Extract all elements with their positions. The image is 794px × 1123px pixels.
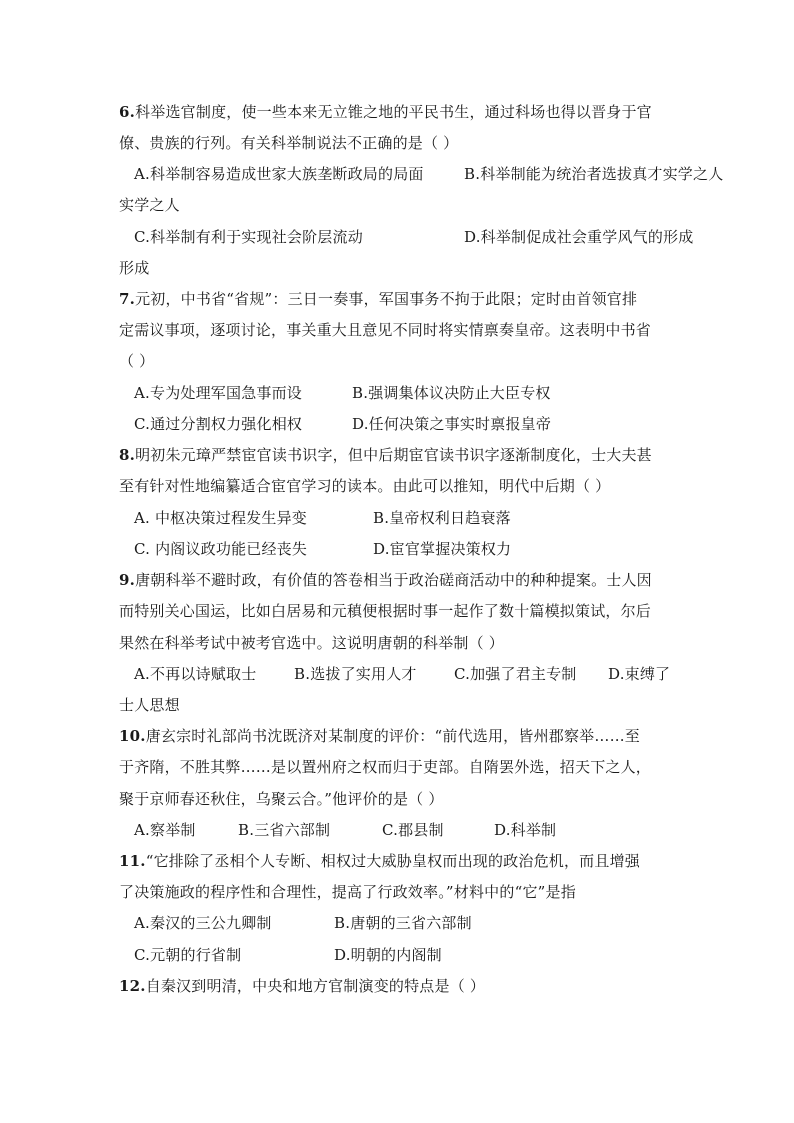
q10-option-b: B.三省六部制 xyxy=(238,821,331,839)
q9-line-1 xyxy=(119,570,679,590)
q8-option-b: B.皇帝权利日趋衰落 xyxy=(373,509,511,527)
q12-stem-1: 自秦汉到明清，中央和地方官制演变的特点是（ ） xyxy=(145,977,486,995)
q9-stem-2: 而特别关心国运，比如白居易和元稹便根据时事一起作了数十篇模拟策试，尔后 xyxy=(119,602,652,620)
q11-stem-2: 了决策施政的程序性和合理性，提高了行政效率。”材料中的“它”是指 xyxy=(119,883,576,901)
q7-option-a: A.专为处理军国急事而设 xyxy=(134,384,303,402)
q7-option-d: D.任何决策之事实时禀报皇帝 xyxy=(352,415,552,433)
q7-option-b: B.强调集体议决防止大臣专权 xyxy=(352,384,551,402)
q10-line-1 xyxy=(119,726,679,746)
q6-stem-1: 科举选官制度，使一些本来无立锥之地的平民书生，通过科场也得以晋身于官 xyxy=(135,103,652,121)
q8-option-d: D.宦官掌握决策权力 xyxy=(373,540,512,558)
q6-option-d: D.科举制促成社会重学风气的形成 xyxy=(464,228,694,246)
q9-option-c: C.加强了君主专制 xyxy=(454,665,577,683)
q10-stem-3: 聚于京师春还秋住，乌聚云合。”他评价的是（ ） xyxy=(119,790,444,808)
q10-number: 10. xyxy=(119,727,146,745)
q12-line-1 xyxy=(119,976,679,996)
q6-line-1 xyxy=(119,102,679,122)
q6-stem-2: 僚、贵族的行列。有关科举制说法不正确的是（ ） xyxy=(119,134,459,152)
q10-stem-1: 唐玄宗时礼部尚书沈既济对某制度的评价：“前代选用，皆州郡察举……至 xyxy=(145,727,640,745)
q6-option-b-wrap: 实学之人 xyxy=(119,196,180,214)
q11-option-c: C.元朝的行省制 xyxy=(134,946,242,964)
q7-stem-3: （ ） xyxy=(119,352,155,370)
q9-option-d-wrap: 士人思想 xyxy=(119,696,180,714)
q10-stem-2: 于齐隋，不胜其弊……是以置州府之权而归于吏部。自隋罢外选，招天下之人， xyxy=(119,758,652,776)
q9-option-a: A.不再以诗赋取士 xyxy=(134,665,257,683)
q9-stem-1: 唐朝科举不避时政，有价值的答卷相当于政治磋商活动中的种种提案。士人因 xyxy=(135,571,652,589)
q11-option-a: A.秦汉的三公九卿制 xyxy=(134,914,272,932)
q9-option-d: D.束缚了 xyxy=(608,665,671,683)
q10-option-c: C.郡县制 xyxy=(382,821,444,839)
q9-option-b: B.选拔了实用人才 xyxy=(294,665,417,683)
q8-option-c: C. 内阁议政功能已经丧失 xyxy=(134,540,308,558)
q7-option-c: C.通过分割权力强化相权 xyxy=(134,415,303,433)
q9-number: 9. xyxy=(119,571,136,589)
q7-stem-2: 定需议事项，逐项讨论，事关重大且意见不同时将实情禀奏皇帝。这表明中书省 xyxy=(119,321,652,339)
q7-line-1 xyxy=(119,289,679,309)
q11-option-d: D.明朝的内阁制 xyxy=(334,946,442,964)
q10-option-a: A.察举制 xyxy=(134,821,196,839)
q6-option-b: B.科举制能为统治者选拔真才实学之人 xyxy=(464,165,724,183)
q8-option-a: A. 中枢决策过程发生异变 xyxy=(134,509,307,527)
q12-number: 12. xyxy=(119,977,146,995)
q10-option-d: D.科举制 xyxy=(494,821,557,839)
q11-option-b: B.唐朝的三省六部制 xyxy=(334,914,472,932)
q8-stem-2: 至有针对性地编纂适合宦官学习的读本。由此可以推知，明代中后期（ ） xyxy=(119,477,611,495)
q7-stem-1: 元初，中书省“省规”：三日一奏事，军国事务不拘于此限；定时由首领官排 xyxy=(135,290,638,308)
q6-option-a: A.科举制容易造成世家大族垄断政局的局面 xyxy=(134,165,424,183)
q9-stem-3: 果然在科举考试中被考官选中。这说明唐朝的科举制（ ） xyxy=(119,634,504,652)
q8-stem-1: 明初朱元璋严禁宦官读书识字，但中后期宦官读书识字逐渐制度化，士大夫甚 xyxy=(135,446,652,464)
q6-number: 6. xyxy=(119,103,136,121)
q8-line-1 xyxy=(119,445,679,465)
q8-number: 8. xyxy=(119,446,136,464)
q11-stem-1: “它排除了丞相个人专断、相权过大威胁皇权而出现的政治危机，而且增强 xyxy=(145,852,640,870)
q6-option-c: C.科举制有利于实现社会阶层流动 xyxy=(134,228,363,246)
q11-line-1 xyxy=(119,851,679,871)
q6-option-d-wrap: 形成 xyxy=(119,259,150,277)
q11-number: 11. xyxy=(119,852,146,870)
q7-number: 7. xyxy=(119,290,136,308)
